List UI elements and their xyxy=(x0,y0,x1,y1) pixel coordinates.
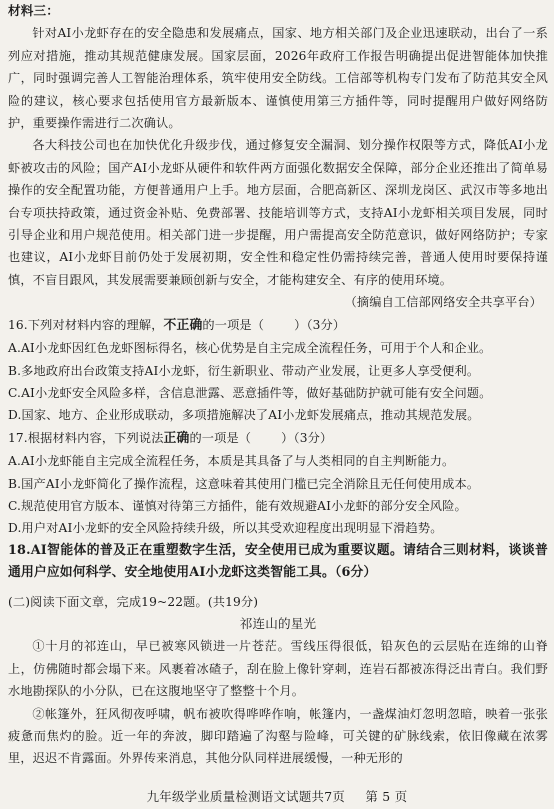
q16-stem-post: 的一项是（ xyxy=(202,317,265,332)
exam-page xyxy=(8,0,548,809)
q17-option-c: C.规范使用官方版本、谨慎对待第三方插件，能有效规避AI小龙虾的部分安全风险。 xyxy=(8,498,467,513)
footer-exam-info: 九年级学业质量检测语文试题共7页 xyxy=(146,789,346,804)
q17-option-a: A.AI小龙虾能自主完成全流程任务，本质是其具备了与人类相同的自主判断能力。 xyxy=(8,454,455,469)
question-18: 18.AI智能体的普及正在重塑数字生活，安全使用已成为重要议题。请结合三则材料，谈谈普通用户应如何科学、安全地使用AI小龙虾这类智能工具。（6分） xyxy=(8,542,548,581)
material-paragraph-2: 各大科技公司也在加快优化升级步伐，通过修复安全漏洞、划分操作权限等方式，降低AI小龙虾被攻击的风险；国产AI小龙虾从硬件和软件两方面强化数据安全保障，部分企业还推出了简单易操作的安全配置功能，方便普通用户上手。地方层面，合肥高新区、深圳龙岗区、武汉市等多地出台专项扶持政策，通过资金补贴、免费部署、技能培训等方式，支持AI小龙虾相关项目发展，同时引导企业和用户规范使用。相关部门进一步提醒，用户需提高安全防范意识，做好网络防护；专家也建议，AI小龙虾目前仍处于发展初期，安全性和稳定性仍需持续完善，普通人使用时要保持谨慎，不盲目跟风，其发展需要兼顾创新与安全，才能构建安全、有序的使用环境。 xyxy=(8,138,548,287)
q17-stem-end: ）（3分） xyxy=(281,430,333,445)
q16-stem-end: ）（3分） xyxy=(294,317,346,332)
footer-page-number: 第 5 页 xyxy=(365,789,408,804)
q16-option-d: D.国家、地方、企业形成联动，多项措施解决了AI小龙虾发展痛点，推动其规范发展。 xyxy=(8,408,480,423)
question-17-stem xyxy=(8,427,548,450)
q16-option-a: A.AI小龙虾因红色龙虾图标得名，核心优势是自主完成全流程任务，可用于个人和企业。 xyxy=(8,341,492,356)
q16-stem-pre: 16.下列对材料内容的理解， xyxy=(8,317,164,332)
q17-stem-post: 的一项是（ xyxy=(189,430,252,445)
q16-option-b: B.多地政府出台政策支持AI小龙虾，衍生新职业、带动产业发展，让更多人享受便利。 xyxy=(8,363,480,378)
material-source: （摘编自工信部网络安全共享平台） xyxy=(344,295,542,310)
q16-stem-emphasis: 不正确 xyxy=(163,317,203,333)
q17-option-d: D.用户对AI小龙虾的安全风险持续升级，所以其受欢迎程度出现明显下滑趋势。 xyxy=(8,521,443,536)
q17-option-b: B.国产AI小龙虾简化了操作流程，这意味着其使用门槛已完全消除且无任何使用成本。 xyxy=(8,476,480,491)
article-paragraph-2: ②帐篷外，狂风彻夜呼啸，帆布被吹得哗哗作响，帐篷内，一盏煤油灯忽明忽暗，映着一张张疲惫而焦灼的脸。近一年的奔波，脚印踏遍了沟壑与险峰，可关键的矿脉线索，依旧像藏在浓雾里，迟迟不肯露面。外界传来消息，其他分队同样进展缓慢，一种无形的 xyxy=(8,706,548,766)
question-16-stem xyxy=(8,314,548,337)
article-paragraph-1: ①十月的祁连山，早已被寒风锁进一片苍茫。雪线压得很低，铅灰色的云层贴在连绵的山脊上，仿佛随时都会塌下来。风裹着冰碴子，刮在脸上像针穿刺，连岩石都被冻得泛出青白。我们野水地勘探队的小分队，已在这腹地坚守了整整十个月。 xyxy=(8,639,548,699)
material-heading: 材料三： xyxy=(8,3,59,18)
q17-stem-pre: 17.根据材料内容，下列说法 xyxy=(8,430,164,445)
section-2-heading: (二)阅读下面文章，完成19~22题。(共19分) xyxy=(8,594,259,609)
q16-option-c: C.AI小龙虾安全风险多样，含信息泄露、恶意插件等，做好基础防护就可能有安全问题。 xyxy=(8,385,492,400)
page-footer xyxy=(0,787,554,805)
material-paragraph-1: 针对AI小龙虾存在的安全隐患和发展痛点，国家、地方相关部门及企业迅速联动，出台了一系列应对措施，推动其规范健康发展。国家层面，2026年政府工作报告明确提出促进智能体加快推广，同时强调完善人工智能治理体系，筑牢使用安全防线。工信部等机构专门发布了防范其安全风险的建议，核心要求包括使用官方最新版本、谨慎使用第三方插件等，同时提醒用户做好网络防护，重要操作需进行二次确认。 xyxy=(8,26,548,131)
article-title: 祁连山的星光 xyxy=(239,615,317,631)
q17-stem-emphasis: 正确 xyxy=(163,430,190,446)
